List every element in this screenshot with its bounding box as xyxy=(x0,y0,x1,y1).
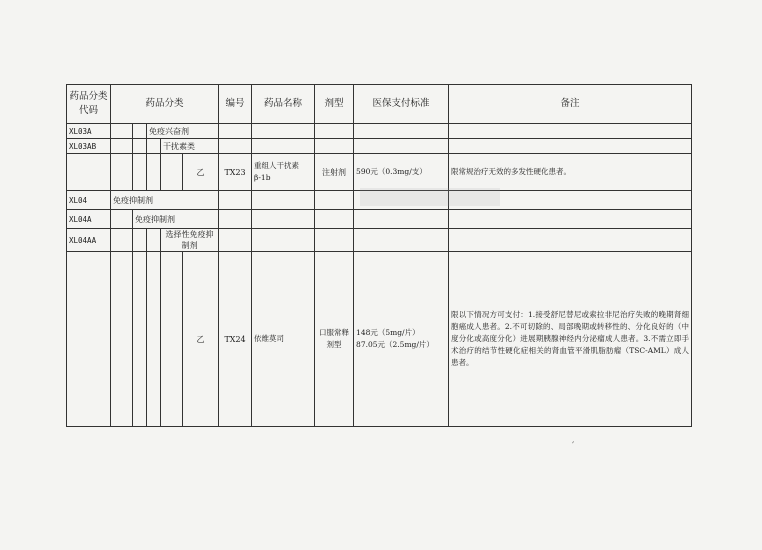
header-class-code: 药品分类代码 xyxy=(67,85,111,124)
drug-name: 依维莫司 xyxy=(252,252,315,427)
header-class: 药品分类 xyxy=(111,85,219,124)
drug-catalog-table xyxy=(66,84,692,427)
table-row xyxy=(67,154,692,191)
class-name: 免疫抑制剂 xyxy=(111,191,219,210)
drug-remark: 限常规治疗无效的多发性硬化患者。 xyxy=(449,154,692,191)
header-number: 编号 xyxy=(219,85,252,124)
header-name: 药品名称 xyxy=(252,85,315,124)
class-code: XL04 xyxy=(67,191,111,210)
pay-std-line-1: 148元（5mg/片） xyxy=(356,328,420,337)
drug-grade: 乙 xyxy=(183,154,219,191)
table-row xyxy=(67,252,692,427)
drug-pay-std xyxy=(354,252,449,427)
table-row xyxy=(67,124,692,139)
table-row xyxy=(67,210,692,229)
drug-name: 重组人干扰素β-1b xyxy=(252,154,315,191)
drug-form: 口服常释剂型 xyxy=(315,252,354,427)
class-code: XL03A xyxy=(67,124,111,139)
drug-remark: 限以下情况方可支付：1.接受舒尼替尼或索拉非尼治疗失败的晚期肾细胞癌成人患者。2.不可切除的、局部晚期或转移性的、分化良好的（中度分化或高度分化）进展期胰腺神经内分泌瘤成人患者。3.不需立即手术治疗的结节性硬化症相关的肾血管平滑肌脂肪瘤（TSC-AML）成人患者。 xyxy=(449,252,692,427)
header-pay-std: 医保支付标准 xyxy=(354,85,449,124)
drug-form: 注射剂 xyxy=(315,154,354,191)
class-name: 免疫兴奋剂 xyxy=(147,124,219,139)
class-code: XL03AB xyxy=(67,139,111,154)
scan-smudge xyxy=(360,188,500,206)
drug-number: TX24 xyxy=(219,252,252,427)
class-name: 免疫抑制剂 xyxy=(133,210,219,229)
table-row xyxy=(67,139,692,154)
drug-number: TX23 xyxy=(219,154,252,191)
header-row xyxy=(67,85,692,124)
header-remark: 备注 xyxy=(449,85,692,124)
drug-grade: 乙 xyxy=(183,252,219,427)
class-code: XL04A xyxy=(67,210,111,229)
header-form: 剂型 xyxy=(315,85,354,124)
table-row xyxy=(67,229,692,252)
footer-mark: ′ xyxy=(572,441,575,452)
class-code: XL04AA xyxy=(67,229,111,252)
class-name: 选择性免疫抑制剂 xyxy=(161,229,219,252)
drug-pay-std: 590元（0.3mg/支） xyxy=(354,154,449,191)
pay-std-line-2: 87.05元（2.5mg/片） xyxy=(356,340,434,349)
class-name: 干扰素类 xyxy=(161,139,219,154)
